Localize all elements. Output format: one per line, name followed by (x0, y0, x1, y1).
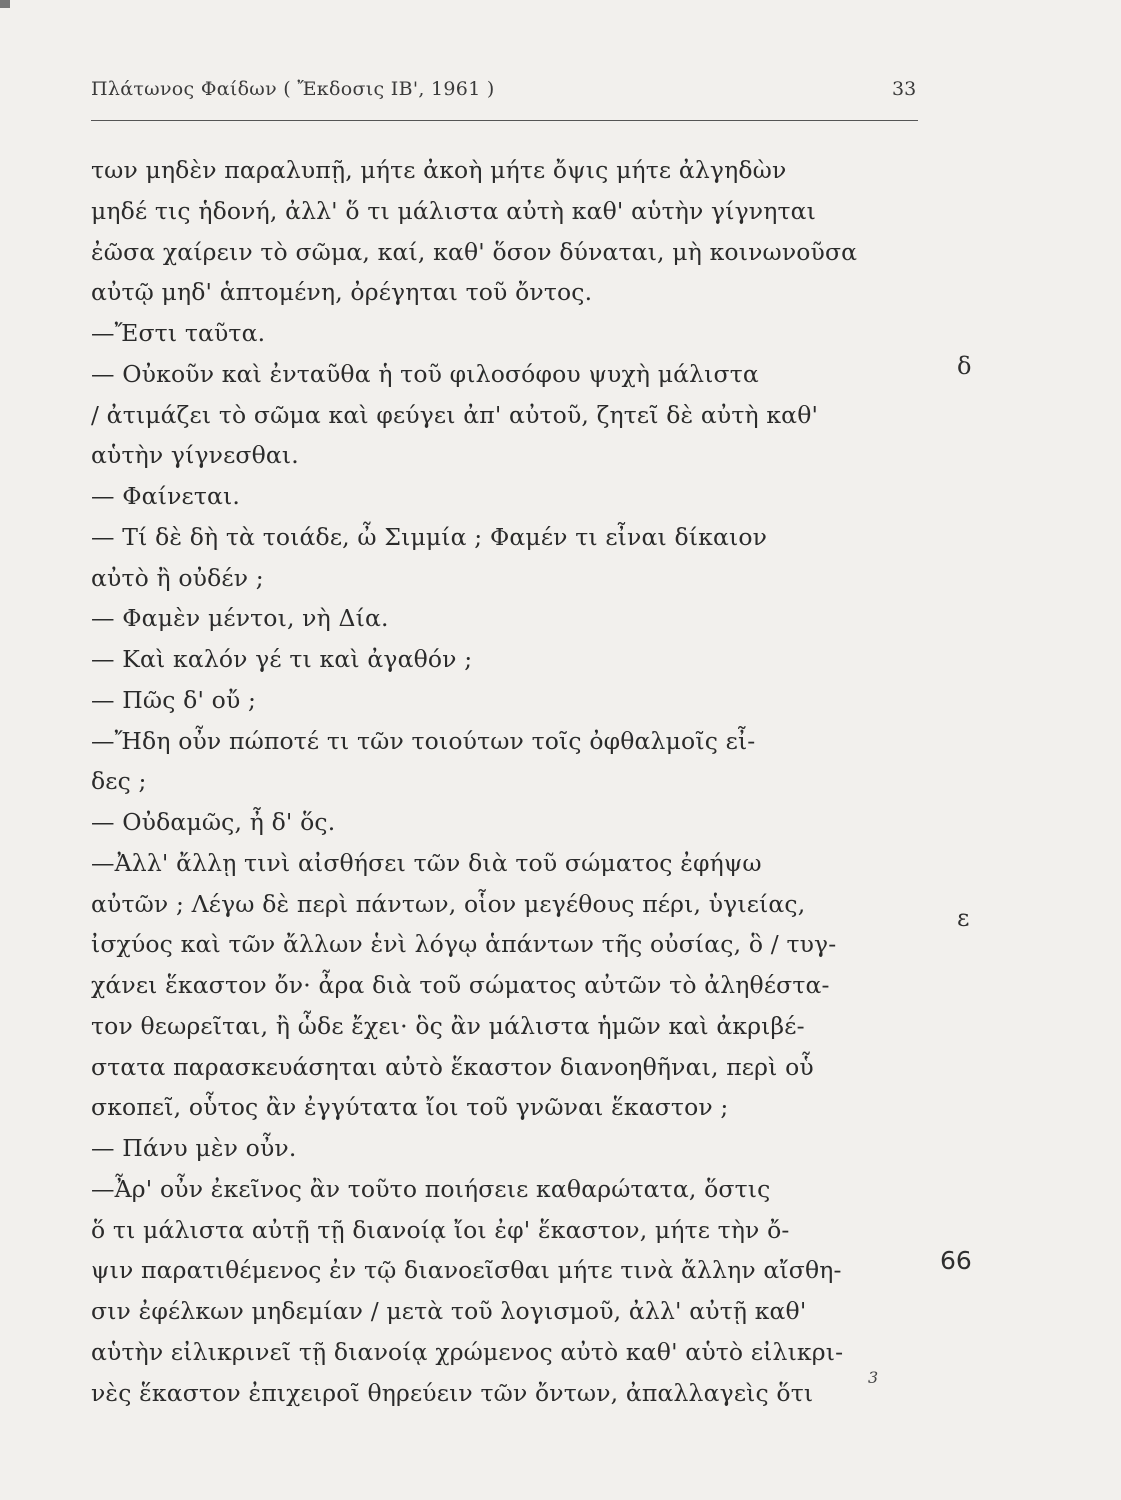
text-line: — Πῶς δ' οὔ ; (91, 685, 257, 714)
text-line: αὐτῷ μηδ' ἁπτομένη, ὀρέγηται τοῦ ὄντος. (91, 278, 593, 307)
text-line: —Ἀλλ' ἄλλῃ τινὶ αἰσθήσει τῶν διὰ τοῦ σώματος ἐφήψω (91, 848, 762, 877)
text-line: ὅ τι μάλιστα αὐτῇ τῇ διανοίᾳ ἴοι ἐφ' ἕκαστον, μήτε τὴν ὄ- (91, 1215, 790, 1244)
text-line: — Φαίνεται. (91, 482, 240, 510)
text-line: — Καὶ καλόν γέ τι καὶ ἀγαθόν ; (91, 645, 473, 673)
signature-mark: 3 (868, 1368, 879, 1387)
text-line: — Οὐκοῦν καὶ ἐνταῦθα ἡ τοῦ φιλοσόφου ψυχὴ μάλιστα (91, 359, 759, 388)
scan-corner-mark (0, 0, 10, 8)
text-line: νὲς ἕκαστον ἐπιχειροῖ θηρεύειν τῶν ὄντων, ἀπαλλαγεὶς ὅτι (91, 1378, 814, 1407)
text-line: αὑτὴν εἰλικρινεῖ τῇ διανοίᾳ χρώμενος αὐτὸ καθ' αὑτὸ εἰλικρι- (91, 1337, 844, 1366)
body-text (91, 150, 931, 1413)
text-line: ἰσχύος καὶ τῶν ἄλλων ἑνὶ λόγῳ ἁπάντων τῆς οὐσίας, ὃ / τυγ- (91, 930, 837, 959)
text-line: / ἀτιμάζει τὸ σῶμα καὶ φεύγει ἀπ' αὐτοῦ, ζητεῖ δὲ αὐτὴ καθ' (91, 400, 819, 429)
text-line: —Ἆρ' οὖν ἐκεῖνος ἂν τοῦτο ποιήσειε καθαρώτατα, ὅστις (91, 1174, 771, 1203)
text-line: — Τί δὲ δὴ τὰ τοιάδε, ὦ Σιμμία ; Φαμέν τι εἶναι δίκαιον (91, 522, 768, 551)
text-line: σκοπεῖ, οὗτος ἂν ἐγγύτατα ἴοι τοῦ γνῶναι ἕκαστον ; (91, 1093, 729, 1122)
text-line: σιν ἐφέλκων μηδεμίαν / μετὰ τοῦ λογισμοῦ, ἀλλ' αὐτῇ καθ' (91, 1297, 807, 1325)
text-line: —Ἔστι ταῦτα. (91, 319, 266, 347)
marginal-letter-e: ε (957, 904, 970, 932)
page-number: 33 (892, 78, 917, 100)
text-line: — Πάνυ μὲν οὖν. (91, 1134, 297, 1162)
text-line: αὐτῶν ; Λέγω δὲ περὶ πάντων, οἷον μεγέθους πέρι, ὑγιείας, (91, 889, 806, 918)
text-line: ἐῶσα χαίρειν τὸ σῶμα, καί, καθ' ὅσον δύναται, μὴ κοινωνοῦσα (91, 237, 858, 266)
stephanus-page-number: 66 (940, 1246, 972, 1275)
text-line: αὐτὸ ἢ οὐδέν ; (91, 563, 264, 592)
text-line: —Ἤδη οὖν πώποτέ τι τῶν τοιούτων τοῖς ὀφθαλμοῖς εἶ- (91, 726, 756, 755)
text-line: — Οὐδαμῶς, ἦ δ' ὅς. (91, 808, 336, 836)
text-line: τον θεωρεῖται, ἢ ὧδε ἔχει· ὃς ἂν μάλιστα ἡμῶν καὶ ἀκριβέ- (91, 1011, 805, 1040)
text-line: ψιν παρατιθέμενος ἐν τῷ διανοεῖσθαι μήτε τινὰ ἄλλην αἴσθη- (91, 1256, 842, 1285)
text-line: μηδέ τις ἡδονή, ἀλλ' ὅ τι μάλιστα αὐτὴ καθ' αὑτὴν γίγνηται (91, 196, 816, 225)
text-line: των μηδὲν παραλυπῇ, μήτε ἀκοὴ μήτε ὄψις μήτε ἀλγηδὼν (91, 156, 787, 184)
text-line: αὑτὴν γίγνεσθαι. (91, 441, 299, 470)
marginal-letter-d: δ (957, 352, 972, 380)
running-title: Πλάτωνος Φαίδων ( Ἔκδοσις ΙΒ', 1961 ) (91, 78, 495, 100)
text-line: χάνει ἕκαστον ὄν· ἆρα διὰ τοῦ σώματος αὐτῶν τὸ ἀληθέστα- (91, 971, 830, 999)
text-line: δες ; (91, 767, 147, 796)
text-line: στατα παρασκευάσηται αὐτὸ ἕκαστον διανοηθῆναι, περὶ οὗ (91, 1052, 814, 1081)
header-rule (91, 120, 918, 121)
text-line: — Φαμὲν μέντοι, νὴ Δία. (91, 604, 389, 633)
